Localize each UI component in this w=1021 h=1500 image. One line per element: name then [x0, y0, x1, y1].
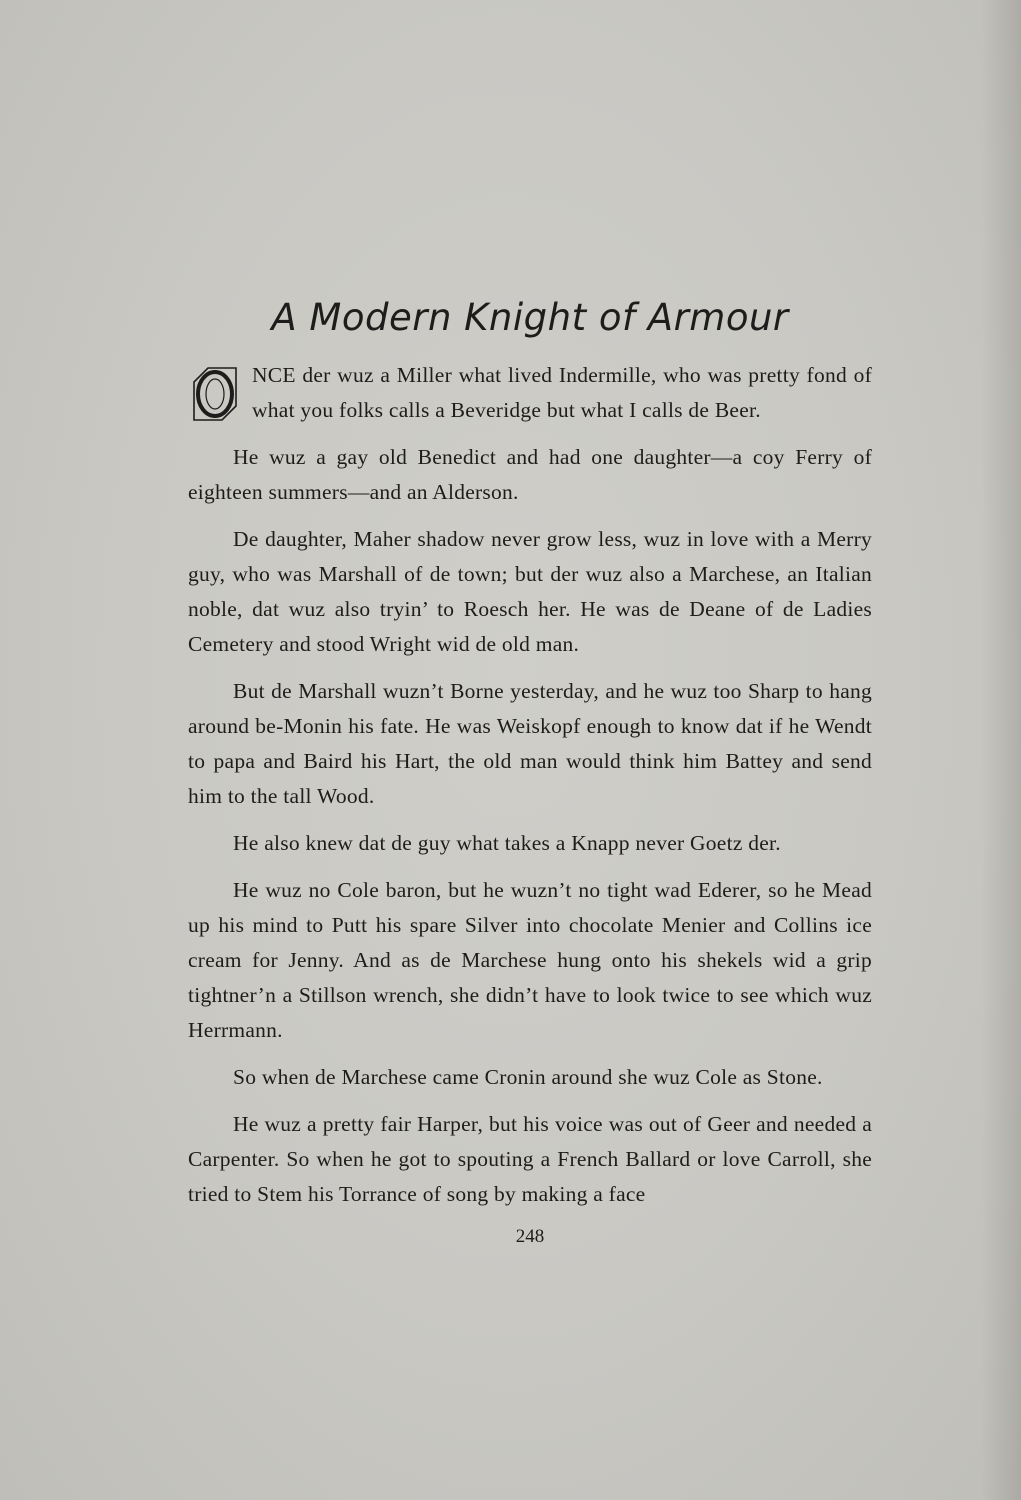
first-paragraph-text: NCE der wuz a Miller what lived Indermille, who was pretty fond of what you folks calls a Beveridge but what I calls de Beer. [252, 363, 872, 422]
paragraph-5: He also knew dat de guy what takes a Knapp never Goetz der. [233, 831, 781, 855]
page-edge-shadow [981, 0, 1021, 1500]
page-number: 248 [515, 1226, 545, 1247]
paragraph-8: He wuz a pretty fair Harper, but his voice was out of Geer and needed a Carpenter. So when he got to spouting a French Ballard or love Carroll, she tried to Stem his Torrance of song by making a face [188, 1112, 872, 1206]
paragraph-7: So when de Marchese came Cronin around she wuz Cole as Stone. [233, 1065, 823, 1089]
article-title: A Modern Knight of Armour [271, 296, 789, 339]
dropcap-o [188, 362, 242, 426]
paragraph-6: He wuz no Cole baron, but he wuzn’t no tight wad Ederer, so he Mead up his mind to Putt his spare Silver into chocolate Menier and Collins ice cream for Jenny. And as de Marchese hung onto his shekels wid a grip tightner’n a Stillson wrench, she didn’t have to look twice to see which wuz Herrmann. [188, 878, 872, 1042]
article-body [188, 358, 872, 1224]
paragraph-4: But de Marshall wuzn’t Borne yesterday, and he wuz too Sharp to hang around be-Monin his fate. He was Weiskopf enough to know dat if he Wendt to papa and Baird his Hart, the old man would think him Battey and send him to the tall Wood. [188, 679, 872, 808]
first-paragraph [188, 358, 872, 428]
paragraph-2: He wuz a gay old Benedict and had one daughter—a coy Ferry of eighteen summers—and an Alderson. [188, 445, 872, 504]
paragraph-3: De daughter, Maher shadow never grow less, wuz in love with a Merry guy, who was Marshall of de town; but der wuz also a Marchese, an Italian noble, dat wuz also tryin’ to Roesch her. He was de Deane of de Ladies Cemetery and stood Wright wid de old man. [188, 527, 872, 656]
dropcap-letter: O [215, 402, 216, 403]
